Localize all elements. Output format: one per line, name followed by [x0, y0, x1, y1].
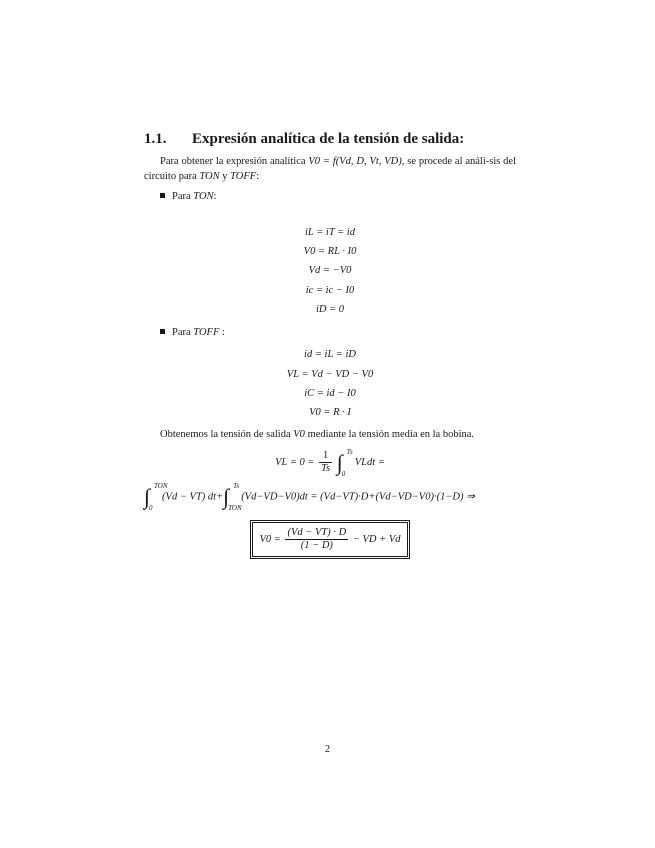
section-number: 1.1.	[144, 131, 167, 147]
result-lhs: V0 =	[259, 533, 281, 545]
intro-text-b: , se procede al análi-sis del circuito para	[144, 156, 517, 182]
intro-t-off: TOFF	[230, 171, 257, 182]
integral-lower-limit: 0	[341, 469, 346, 478]
section-title: Expresión analítica de la tensión de salida:	[192, 131, 465, 147]
integral-sign-1: ∫ TON 0	[144, 482, 168, 512]
equation-on-2: V0 = RL · I0	[303, 246, 357, 257]
intro-formula: V0 = f(Vd, D, Vt, VD)	[308, 156, 402, 167]
equation-off-3: iC = id − I0	[304, 388, 356, 399]
equation-on-1: iL = iT = id	[305, 227, 355, 238]
intro-paragraph	[144, 154, 516, 184]
intro-colon: :	[256, 171, 260, 182]
bullet-ton	[160, 191, 216, 202]
result-tail: − VD + Vd	[352, 533, 401, 545]
result-denominator: (1 − D)	[300, 540, 333, 551]
intro-t-on: TON	[199, 171, 220, 182]
vl-integral-lhs: VL = 0 =	[275, 456, 315, 468]
bullet-ton-symbol: TON	[193, 191, 214, 202]
integral-1-lower: 0	[149, 504, 153, 512]
result-numerator: (Vd − VT) · D	[287, 527, 347, 538]
equation-off-1: id = iL = iD	[304, 349, 356, 360]
vl-integral-fraction	[319, 450, 332, 475]
bullet-marker	[160, 329, 165, 334]
intro-y: y	[219, 171, 231, 182]
vl-integrand: VLdt =	[354, 456, 385, 468]
obtain-text-a: Obtenemos la tensión de salida	[160, 429, 294, 440]
integral-2-upper: Ts	[233, 482, 240, 490]
section-heading	[144, 131, 464, 148]
integral-sign-2: ∫ Ts TON	[223, 482, 242, 512]
page-number: 2	[324, 744, 331, 755]
obtain-symbol: V0	[293, 429, 305, 440]
equation-on-3: Vd = −V0	[308, 265, 352, 276]
bullet-marker	[160, 193, 165, 198]
integral-sign: ∫ Ts 0	[336, 447, 353, 478]
long-eq-term-2: (Vd−VD−V0)dt = (Vd−VT)·D+(Vd−VD−V0)·(1−D) ⇒	[241, 491, 475, 503]
equation-on-4: ic = ic − I0	[305, 285, 355, 296]
result-fraction	[285, 527, 348, 552]
equation-off-4: V0 = R · I	[309, 407, 351, 418]
vl-fraction-denominator: Ts	[321, 463, 331, 474]
result-equation	[144, 522, 516, 557]
equation-off-2: VL = Vd − VD − V0	[286, 369, 374, 380]
intro-text-a: Para obtener la expresión analítica	[160, 156, 309, 167]
obtain-text-b: mediante la tensión media en la bobina.	[304, 429, 475, 440]
integral-2-lower: TON	[228, 504, 242, 512]
equation-on-5: iD = 0	[315, 304, 345, 315]
bullet-toff	[160, 327, 225, 338]
obtain-paragraph	[144, 427, 516, 442]
integral-upper-limit: Ts	[346, 447, 353, 456]
vl-fraction-numerator: 1	[319, 450, 332, 463]
bullet-toff-colon: :	[219, 327, 225, 338]
bullet-ton-label: Para	[172, 191, 194, 202]
long-equation	[144, 482, 524, 512]
bullet-toff-symbol: TOFF	[193, 327, 220, 338]
result-box	[252, 522, 407, 557]
vl-integral-equation	[144, 447, 516, 478]
bullet-toff-label: Para	[172, 327, 194, 338]
bullet-ton-colon: :	[213, 191, 217, 202]
long-eq-term-1: (Vd − VT) dt+	[162, 491, 224, 503]
integral-1-upper: TON	[154, 482, 168, 490]
